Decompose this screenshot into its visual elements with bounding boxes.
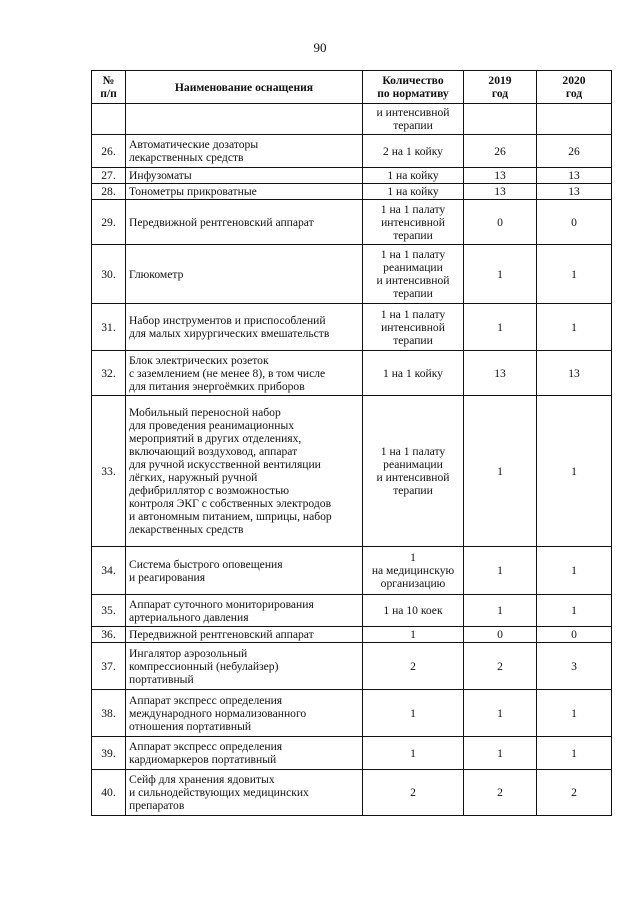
cell-2019: 1: [464, 595, 537, 627]
cell-num: 31.: [92, 304, 126, 351]
cell-2019: 13: [464, 351, 537, 396]
cell-norm: 2: [363, 643, 464, 690]
header-norm: Количество по нормативу: [363, 71, 464, 104]
cell-norm: 2 на 1 койку: [363, 135, 464, 168]
page-number: 90: [313, 40, 327, 55]
cell-2019: 13: [464, 184, 537, 200]
cell-num: 39.: [92, 737, 126, 770]
table-header-row: [92, 71, 612, 104]
cell-norm: 1 на 1 палату интенсивной терапии: [363, 304, 464, 351]
cell-name: [126, 104, 363, 135]
cell-norm: 1: [363, 690, 464, 737]
table-row: [92, 245, 612, 304]
cell-2019: 0: [464, 200, 537, 245]
cell-norm: 1 на 1 палату интенсивной терапии: [363, 200, 464, 245]
cell-2020: 13: [537, 351, 612, 396]
cell-num: 37.: [92, 643, 126, 690]
cell-name: Мобильный переносной набор для проведения реанимационных мероприятий в других отделениях, включающий воздуховод, аппарат для ручной искусственной вентиляции лёгких, наружный ручной дефибриллятор с возможностью контроля ЭКГ с собственных электродов и автономным питанием, шприцы, набор лекарственных средств: [126, 396, 363, 547]
table-row: [92, 351, 612, 396]
table-row: [92, 770, 612, 816]
cell-2020: 1: [537, 547, 612, 595]
table-row: [92, 135, 612, 168]
header-num: № п/п: [92, 71, 126, 104]
table-row: [92, 643, 612, 690]
cell-name: Передвижной рентгеновский аппарат: [126, 200, 363, 245]
cell-2020: 1: [537, 737, 612, 770]
cell-2019: 0: [464, 627, 537, 643]
cell-2020: [537, 104, 612, 135]
cell-2020: 1: [537, 396, 612, 547]
cell-norm: 1 на 1 палату реанимации и интенсивной терапии: [363, 245, 464, 304]
cell-norm: 1: [363, 627, 464, 643]
cell-num: 38.: [92, 690, 126, 737]
cell-2019: 1: [464, 304, 537, 351]
cell-2019: 1: [464, 737, 537, 770]
cell-norm: 1 на койку: [363, 184, 464, 200]
cell-num: 40.: [92, 770, 126, 816]
cell-name: Ингалятор аэрозольный компрессионный (небулайзер) портативный: [126, 643, 363, 690]
cell-2019: 13: [464, 168, 537, 184]
cell-num: 27.: [92, 168, 126, 184]
cell-num: 35.: [92, 595, 126, 627]
table-row-continuation: [92, 104, 612, 135]
cell-2020: 1: [537, 245, 612, 304]
equipment-table: [91, 70, 612, 816]
cell-num: 29.: [92, 200, 126, 245]
table-row: [92, 168, 612, 184]
cell-num: 36.: [92, 627, 126, 643]
cell-norm: 2: [363, 770, 464, 816]
cell-num: 30.: [92, 245, 126, 304]
cell-name: Передвижной рентгеновский аппарат: [126, 627, 363, 643]
cell-2019: 1: [464, 547, 537, 595]
table-row: [92, 627, 612, 643]
table-row: [92, 184, 612, 200]
cell-2020: 13: [537, 184, 612, 200]
cell-2020: 2: [537, 770, 612, 816]
cell-norm: 1 на 1 палату реанимации и интенсивной терапии: [363, 396, 464, 547]
cell-2019: 1: [464, 245, 537, 304]
cell-norm: 1 на койку: [363, 168, 464, 184]
cell-name: Автоматические дозаторы лекарственных средств: [126, 135, 363, 168]
cell-name: Блок электрических розеток с заземлением (не менее 8), в том числе для питания энергоёмких приборов: [126, 351, 363, 396]
table-row: [92, 396, 612, 547]
cell-2019: 1: [464, 690, 537, 737]
cell-num: 33.: [92, 396, 126, 547]
cell-norm: 1 на медицинскую организацию: [363, 547, 464, 595]
cell-name: Инфузоматы: [126, 168, 363, 184]
table-row: [92, 304, 612, 351]
cell-2019: 26: [464, 135, 537, 168]
cell-norm: 1: [363, 737, 464, 770]
cell-2019: 2: [464, 770, 537, 816]
cell-norm: 1 на 1 койку: [363, 351, 464, 396]
cell-2020: 0: [537, 200, 612, 245]
header-2019: 2019 год: [464, 71, 537, 104]
cell-2020: 26: [537, 135, 612, 168]
cell-name: Аппарат суточного мониторирования артериального давления: [126, 595, 363, 627]
cell-name: Набор инструментов и приспособлений для малых хирургических вмешательств: [126, 304, 363, 351]
cell-name: Тонометры прикроватные: [126, 184, 363, 200]
table-row: [92, 547, 612, 595]
cell-2020: 3: [537, 643, 612, 690]
table-row: [92, 690, 612, 737]
header-2020: 2020 год: [537, 71, 612, 104]
cell-num: [92, 104, 126, 135]
cell-norm: и интенсивной терапии: [363, 104, 464, 135]
cell-2019: 2: [464, 643, 537, 690]
cell-norm: 1 на 10 коек: [363, 595, 464, 627]
cell-num: 28.: [92, 184, 126, 200]
cell-2019: 1: [464, 396, 537, 547]
cell-num: 32.: [92, 351, 126, 396]
cell-2020: 0: [537, 627, 612, 643]
header-name: Наименование оснащения: [126, 71, 363, 104]
cell-name: Аппарат экспресс определения кардиомаркеров портативный: [126, 737, 363, 770]
table-row: [92, 200, 612, 245]
cell-2020: 1: [537, 595, 612, 627]
cell-num: 26.: [92, 135, 126, 168]
table-row: [92, 737, 612, 770]
cell-2020: 1: [537, 690, 612, 737]
cell-2020: 1: [537, 304, 612, 351]
cell-name: Глюкометр: [126, 245, 363, 304]
table-row: [92, 595, 612, 627]
cell-2019: [464, 104, 537, 135]
cell-2020: 13: [537, 168, 612, 184]
cell-name: Аппарат экспресс определения международного нормализованного отношения портативный: [126, 690, 363, 737]
cell-num: 34.: [92, 547, 126, 595]
cell-name: Сейф для хранения ядовитых и сильнодействующих медицинских препаратов: [126, 770, 363, 816]
cell-name: Система быстрого оповещения и реагирования: [126, 547, 363, 595]
